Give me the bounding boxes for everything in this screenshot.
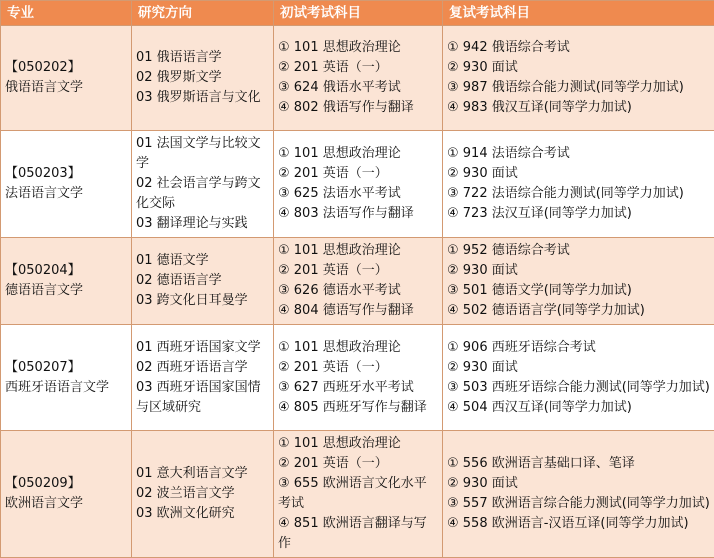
major-name: 西班牙语语言文学 bbox=[5, 378, 127, 398]
direction-item: 03 跨文化日耳曼学 bbox=[136, 291, 269, 311]
major-name: 俄语语言文学 bbox=[5, 78, 127, 98]
header-prelim: 初试考试科目 bbox=[274, 1, 443, 26]
direction-item: 02 德语语言学 bbox=[136, 271, 269, 291]
direction-cell bbox=[132, 26, 274, 131]
retest-subject: ① 942 俄语综合考试 bbox=[447, 38, 710, 58]
retest-subject: ③ 987 俄语综合能力测试(同等学力加试) bbox=[447, 78, 710, 98]
prelim-subject: ① 101 思想政治理论 bbox=[278, 38, 438, 58]
direction-item: 03 西班牙语国家国情与区域研究 bbox=[136, 378, 269, 418]
prelim-cell bbox=[274, 131, 443, 238]
major-cell bbox=[1, 431, 132, 558]
header-row bbox=[1, 1, 714, 26]
prelim-subject: ① 101 思想政治理论 bbox=[278, 338, 438, 358]
prelim-subject: ② 201 英语（一） bbox=[278, 261, 438, 281]
prelim-subject: ② 201 英语（一） bbox=[278, 58, 438, 78]
major-cell bbox=[1, 238, 132, 325]
major-code: 【050207】 bbox=[5, 358, 127, 378]
table-row bbox=[1, 26, 714, 131]
prelim-subject: ② 201 英语（一） bbox=[278, 164, 438, 184]
retest-cell bbox=[443, 431, 714, 558]
prelim-subject: ④ 805 西班牙写作与翻译 bbox=[278, 398, 438, 418]
retest-subject: ① 914 法语综合考试 bbox=[447, 144, 710, 164]
retest-subject: ③ 557 欧洲语言综合能力测试(同等学力加试) bbox=[447, 494, 710, 514]
retest-subject: ② 930 面试 bbox=[447, 58, 710, 78]
direction-item: 03 俄罗斯语言与文化 bbox=[136, 88, 269, 108]
retest-subject: ④ 504 西汉互译(同等学力加试) bbox=[447, 398, 710, 418]
retest-subject: ② 930 面试 bbox=[447, 358, 710, 378]
major-code: 【050203】 bbox=[5, 164, 127, 184]
prelim-subject: ④ 804 德语写作与翻译 bbox=[278, 301, 438, 321]
direction-item: 02 西班牙语语言学 bbox=[136, 358, 269, 378]
retest-subject: ② 930 面试 bbox=[447, 164, 710, 184]
header-direction: 研究方向 bbox=[132, 1, 274, 26]
prelim-subject: ① 101 思想政治理论 bbox=[278, 434, 438, 454]
prelim-subject: ④ 803 法语写作与翻译 bbox=[278, 204, 438, 224]
direction-item: 01 德语文学 bbox=[136, 251, 269, 271]
retest-subject: ① 556 欧洲语言基础口译、笔译 bbox=[447, 454, 710, 474]
retest-subject: ④ 502 德语语言学(同等学力加试) bbox=[447, 301, 710, 321]
retest-subject: ② 930 面试 bbox=[447, 474, 710, 494]
direction-cell bbox=[132, 431, 274, 558]
direction-item: 01 俄语语言学 bbox=[136, 48, 269, 68]
prelim-cell bbox=[274, 325, 443, 431]
retest-subject: ② 930 面试 bbox=[447, 261, 710, 281]
retest-subject: ④ 983 俄汉互译(同等学力加试) bbox=[447, 98, 710, 118]
prelim-cell bbox=[274, 238, 443, 325]
direction-item: 01 法国文学与比较文学 bbox=[136, 134, 269, 174]
table-row bbox=[1, 238, 714, 325]
major-name: 法语语言文学 bbox=[5, 184, 127, 204]
prelim-subject: ② 201 英语（一） bbox=[278, 454, 438, 474]
retest-subject: ③ 501 德语文学(同等学力加试) bbox=[447, 281, 710, 301]
prelim-subject: ③ 625 法语水平考试 bbox=[278, 184, 438, 204]
direction-item: 02 社会语言学与跨文化交际 bbox=[136, 174, 269, 214]
direction-item: 02 俄罗斯文学 bbox=[136, 68, 269, 88]
prelim-subject: ② 201 英语（一） bbox=[278, 358, 438, 378]
retest-cell bbox=[443, 26, 714, 131]
retest-subject: ④ 558 欧洲语言-汉语互译(同等学力加试) bbox=[447, 514, 710, 534]
prelim-cell bbox=[274, 26, 443, 131]
retest-cell bbox=[443, 131, 714, 238]
major-name: 欧洲语言文学 bbox=[5, 494, 127, 514]
major-name: 德语语言文学 bbox=[5, 281, 127, 301]
retest-subject: ① 906 西班牙语综合考试 bbox=[447, 338, 710, 358]
direction-cell bbox=[132, 238, 274, 325]
major-cell bbox=[1, 325, 132, 431]
prelim-subject: ① 101 思想政治理论 bbox=[278, 144, 438, 164]
header-retest: 复试考试科目 bbox=[443, 1, 714, 26]
direction-item: 03 翻译理论与实践 bbox=[136, 214, 269, 234]
retest-subject: ③ 722 法语综合能力测试(同等学力加试) bbox=[447, 184, 710, 204]
direction-item: 02 波兰语言文学 bbox=[136, 484, 269, 504]
direction-item: 01 意大利语言文学 bbox=[136, 464, 269, 484]
prelim-subject: ④ 802 俄语写作与翻译 bbox=[278, 98, 438, 118]
retest-subject: ④ 723 法汉互译(同等学力加试) bbox=[447, 204, 710, 224]
direction-item: 03 欧洲文化研究 bbox=[136, 504, 269, 524]
major-cell bbox=[1, 131, 132, 238]
prelim-subject: ③ 626 德语水平考试 bbox=[278, 281, 438, 301]
prelim-subject: ④ 851 欧洲语言翻译与写作 bbox=[278, 514, 438, 554]
direction-cell bbox=[132, 131, 274, 238]
table-row bbox=[1, 431, 714, 558]
major-code: 【050202】 bbox=[5, 58, 127, 78]
direction-cell bbox=[132, 325, 274, 431]
table-row bbox=[1, 131, 714, 238]
retest-cell bbox=[443, 325, 714, 431]
major-code: 【050209】 bbox=[5, 474, 127, 494]
retest-cell bbox=[443, 238, 714, 325]
major-cell bbox=[1, 26, 132, 131]
prelim-subject: ③ 655 欧洲语言文化水平考试 bbox=[278, 474, 438, 514]
prelim-cell bbox=[274, 431, 443, 558]
prelim-subject: ③ 624 俄语水平考试 bbox=[278, 78, 438, 98]
retest-subject: ③ 503 西班牙语综合能力测试(同等学力加试) bbox=[447, 378, 710, 398]
prelim-subject: ① 101 思想政治理论 bbox=[278, 241, 438, 261]
direction-item: 01 西班牙语国家文学 bbox=[136, 338, 269, 358]
table-row bbox=[1, 325, 714, 431]
header-major: 专业 bbox=[1, 1, 132, 26]
retest-subject: ① 952 德语综合考试 bbox=[447, 241, 710, 261]
prelim-subject: ③ 627 西班牙水平考试 bbox=[278, 378, 438, 398]
major-code: 【050204】 bbox=[5, 261, 127, 281]
